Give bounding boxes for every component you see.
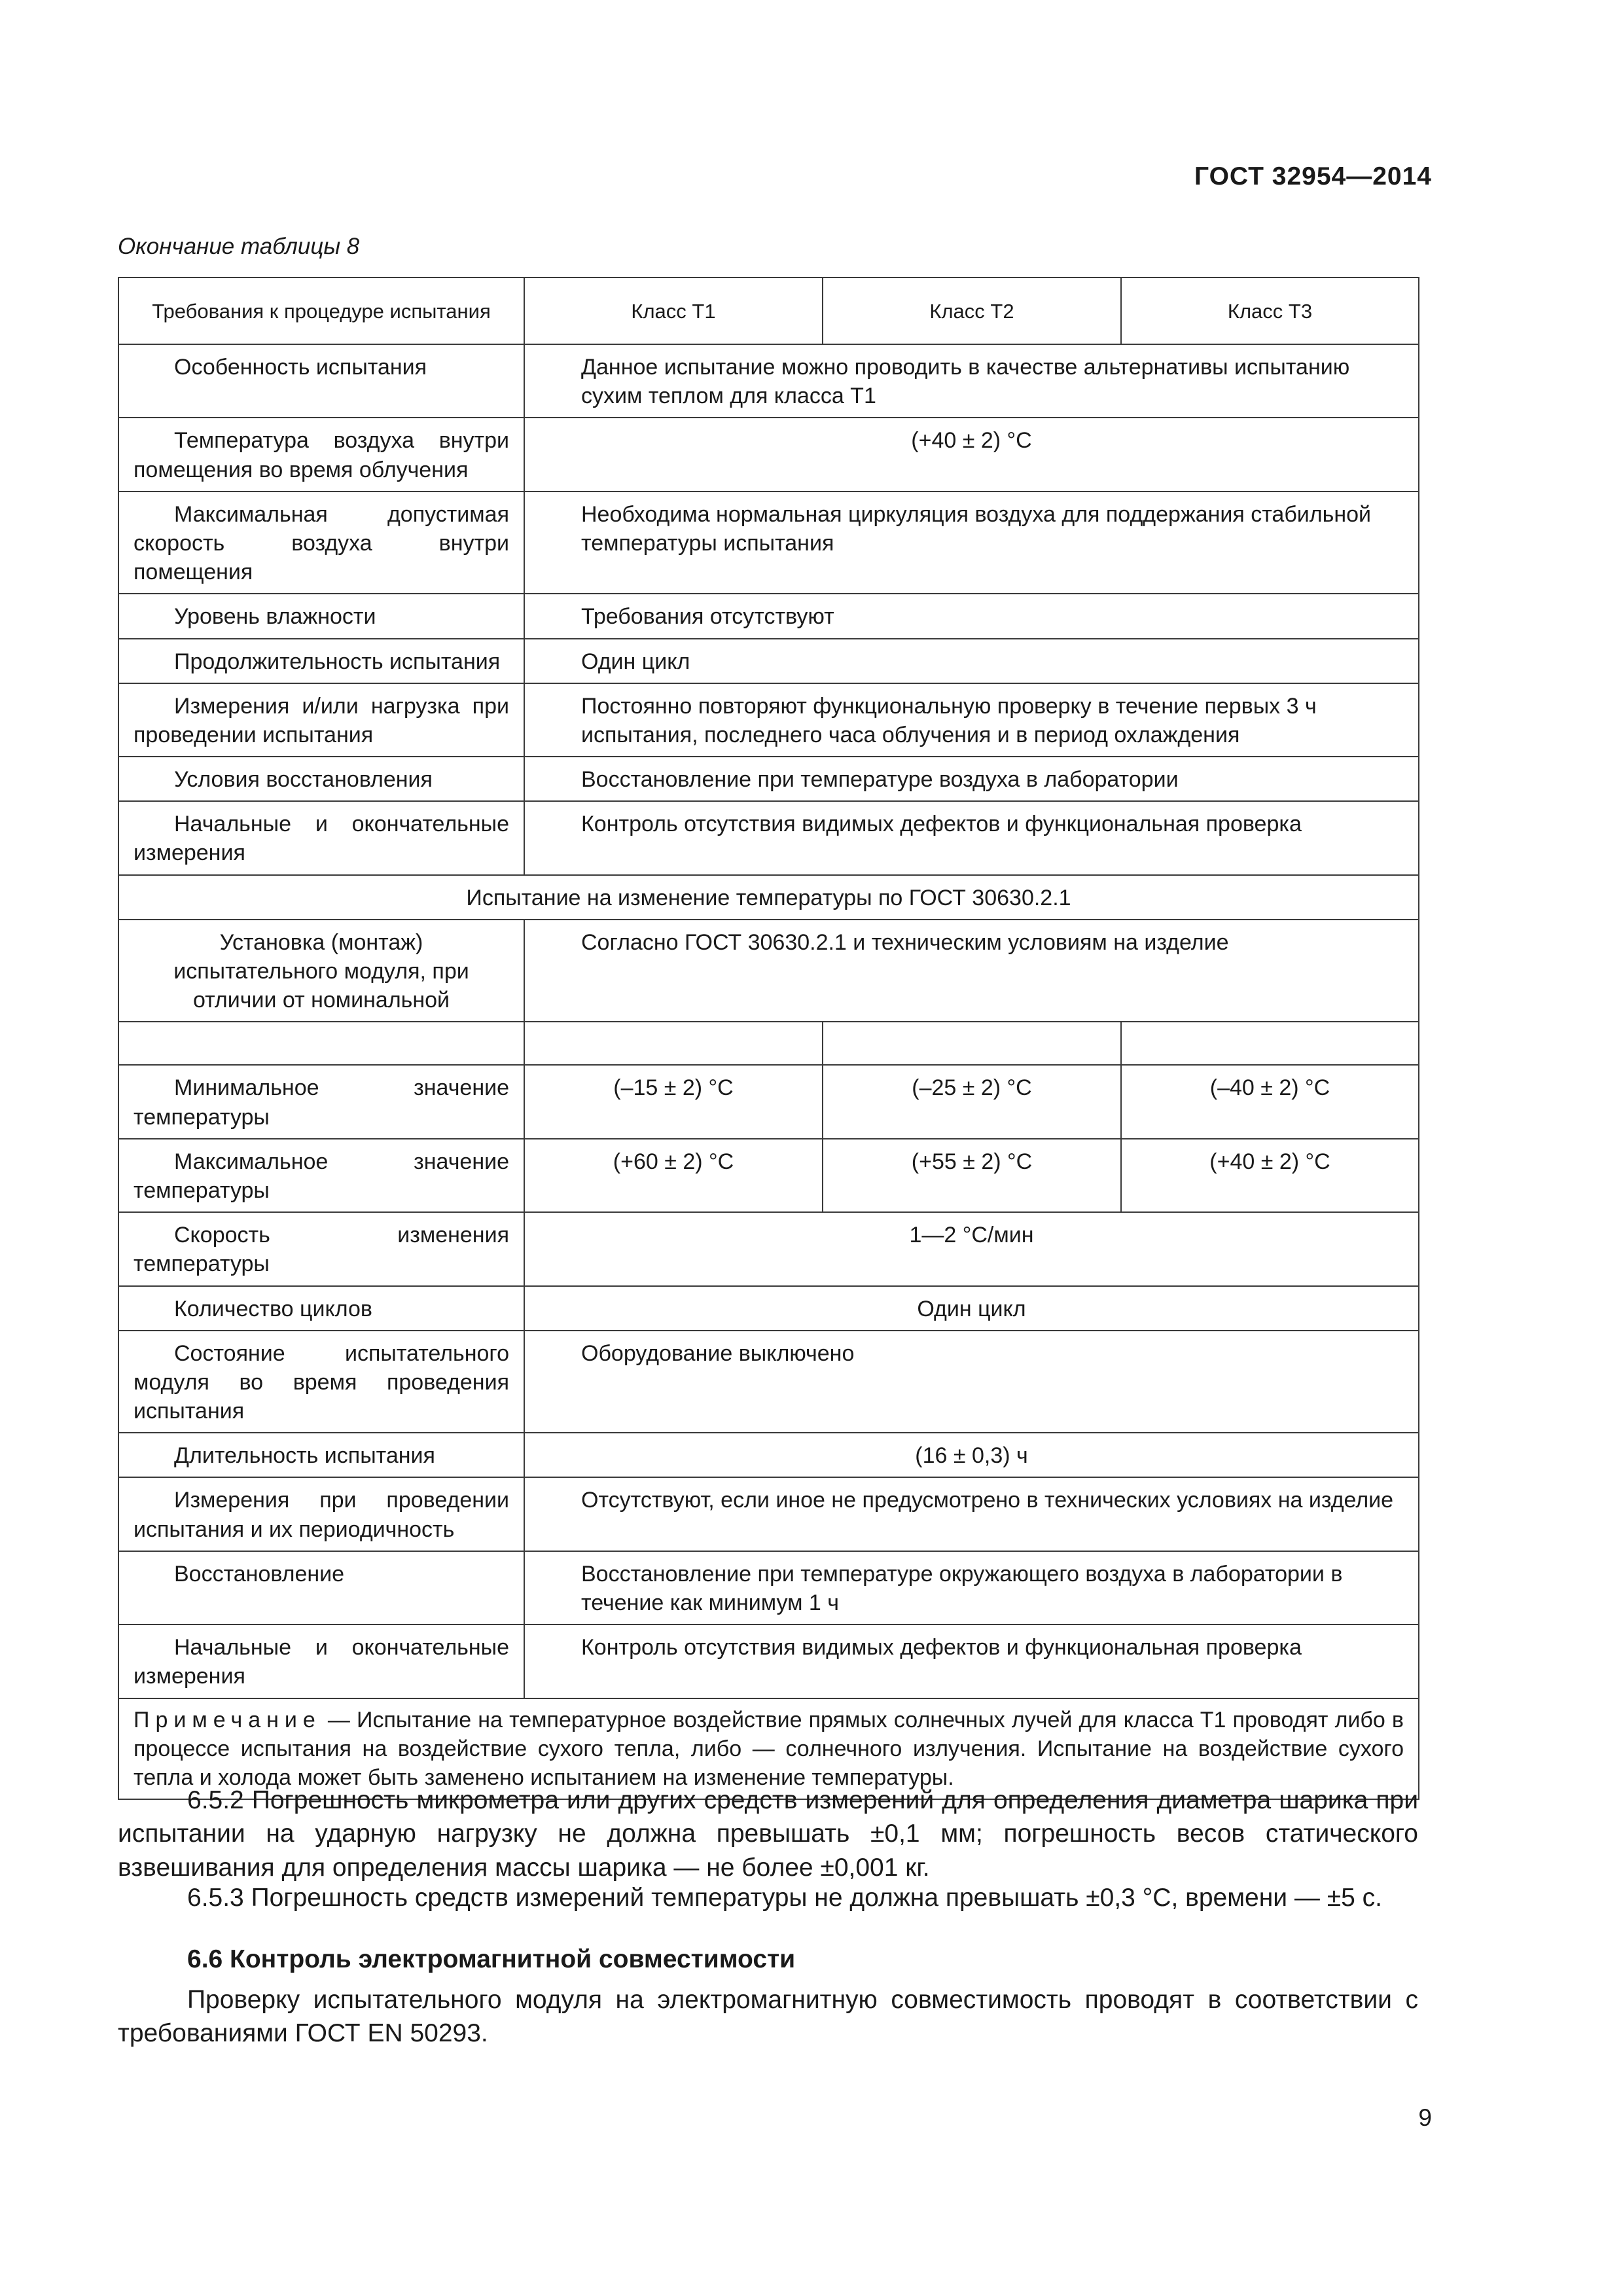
requirement-cell: Минимальное значение температуры <box>118 1065 524 1138</box>
requirement-cell: Длительность испытания <box>118 1433 524 1477</box>
section-title: Испытание на изменение температуры по ГОСТ 30630.2.1 <box>118 875 1419 920</box>
value-cell-t2: (+55 ± 2) °С <box>823 1139 1121 1212</box>
value-cell: 1—2 °С/мин <box>524 1212 1419 1285</box>
paragraph-6-5-2: 6.5.2 Погрешность микрометра или других средств измерений для определения диаметра шарика при испытании на ударную нагрузку не должна превышать ±0,1 мм; погрешность весов статического взвешивания для определения массы шарика — не более ±0,001 кг. <box>118 1786 1418 1882</box>
value-cell: Один цикл <box>524 639 1419 683</box>
value-cell: Контроль отсутствия видимых дефектов и функциональная проверка <box>524 801 1419 874</box>
empty-row <box>118 1022 1419 1065</box>
empty-cell <box>1121 1022 1419 1065</box>
value-cell: (16 ± 0,3) ч <box>524 1433 1419 1477</box>
requirement-cell: Максимальное значение температуры <box>118 1139 524 1212</box>
requirement-cell: Начальные и окончательные измерения <box>118 801 524 874</box>
empty-cell <box>823 1022 1121 1065</box>
value-cell-t1: (–15 ± 2) °С <box>524 1065 823 1138</box>
table-row <box>118 594 1419 638</box>
table-row <box>118 1331 1419 1433</box>
table-row <box>118 344 1419 418</box>
requirement-cell: Состояние испытательного модуля во время проведения испытания <box>118 1331 524 1433</box>
value-cell-t3: (–40 ± 2) °С <box>1121 1065 1419 1138</box>
table-header-row <box>118 278 1419 344</box>
requirement-cell: Уровень влажности <box>118 594 524 638</box>
column-header-class-t3: Класс Т3 <box>1121 278 1419 344</box>
requirement-cell: Измерения при проведении испытания и их периодичность <box>118 1477 524 1551</box>
requirement-cell: Скорость изменения температуры <box>118 1212 524 1285</box>
section-row <box>118 875 1419 920</box>
value-cell: Один цикл <box>524 1286 1419 1331</box>
empty-cell <box>118 1022 524 1065</box>
table-row <box>118 1477 1419 1551</box>
table-row <box>118 683 1419 757</box>
table-8 <box>118 277 1419 1800</box>
note-text: — Испытание на температурное воздействие прямых солнечных лучей для класса Т1 проводят либо в процессе испытания на воздействие сухого тепла, либо — солнечного излучения. Испытание на воздействие сухого тепла и холода может быть заменено испытанием на изменение температуры. <box>134 1707 1404 1790</box>
page-number: 9 <box>1418 2104 1432 2131</box>
requirement-cell: Продолжительность испытания <box>118 639 524 683</box>
value-cell-t2: (–25 ± 2) °С <box>823 1065 1121 1138</box>
requirement-cell: Измерения и/или нагрузка при проведении испытания <box>118 683 524 757</box>
table-row <box>118 1286 1419 1331</box>
requirement-cell: Восстановление <box>118 1551 524 1624</box>
column-header-class-t1: Класс Т1 <box>524 278 823 344</box>
requirement-cell: Начальные и окончательные измерения <box>118 1624 524 1698</box>
requirement-cell: Условия восстановления <box>118 757 524 801</box>
table-caption: Окончание таблицы 8 <box>118 234 360 259</box>
value-cell: (+40 ± 2) °С <box>524 418 1419 491</box>
table-row <box>118 639 1419 683</box>
note-label: Примечание <box>134 1707 321 1732</box>
column-header-class-t2: Класс Т2 <box>823 278 1121 344</box>
table-row <box>118 1433 1419 1477</box>
requirement-cell: Максимальная допустимая скорость воздуха внутри помещения <box>118 492 524 594</box>
paragraph-6-6: Проверку испытательного модуля на электромагнитную совместимость проводят в соответствии с требованиями ГОСТ EN 50293. <box>118 1986 1418 2048</box>
column-header-requirements: Требования к процедуре испытания <box>118 278 524 344</box>
value-cell: Необходима нормальная циркуляция воздуха для поддержания стабильной температуры испытания <box>524 492 1419 594</box>
table-row <box>118 1551 1419 1624</box>
requirement-cell: Количество циклов <box>118 1286 524 1331</box>
section-heading-6-6: 6.6 Контроль электромагнитной совместимости <box>187 1945 796 1973</box>
value-cell: Данное испытание можно проводить в качестве альтернативы испытанию сухим теплом для класса Т1 <box>524 344 1419 418</box>
empty-cell <box>524 1022 823 1065</box>
value-cell-t1: (+60 ± 2) °С <box>524 1139 823 1212</box>
value-cell: Оборудование выключено <box>524 1331 1419 1433</box>
table-row <box>118 920 1419 1022</box>
requirement-cell: Особенность испытания <box>118 344 524 418</box>
table-row <box>118 1139 1419 1212</box>
table-row <box>118 1212 1419 1285</box>
value-cell: Отсутствуют, если иное не предусмотрено в технических условиях на изделие <box>524 1477 1419 1551</box>
table-row <box>118 492 1419 594</box>
value-cell: Контроль отсутствия видимых дефектов и функциональная проверка <box>524 1624 1419 1698</box>
value-cell: Восстановление при температуре окружающего воздуха в лаборатории в течение как минимум 1 ч <box>524 1551 1419 1624</box>
value-cell: Восстановление при температуре воздуха в лаборатории <box>524 757 1419 801</box>
paragraph-6-5-3: 6.5.3 Погрешность средств измерений температуры не должна превышать ±0,3 °С, времени — ±5 с. <box>187 1884 1382 1912</box>
requirement-cell: Температура воздуха внутри помещения во время облучения <box>118 418 524 491</box>
requirement-cell: Установка (монтаж) испытательного модуля, при отличии от номинальной <box>118 920 524 1022</box>
table-row <box>118 1065 1419 1138</box>
value-cell-t3: (+40 ± 2) °С <box>1121 1139 1419 1212</box>
value-cell: Согласно ГОСТ 30630.2.1 и техническим условиям на изделие <box>524 920 1419 1022</box>
table-row <box>118 418 1419 491</box>
table-row <box>118 801 1419 874</box>
document-code: ГОСТ 32954—2014 <box>1194 162 1432 190</box>
table-row <box>118 1624 1419 1698</box>
table-row <box>118 757 1419 801</box>
value-cell: Постоянно повторяют функциональную проверку в течение первых 3 ч испытания, последнего часа облучения и в период охлаждения <box>524 683 1419 757</box>
value-cell: Требования отсутствуют <box>524 594 1419 638</box>
